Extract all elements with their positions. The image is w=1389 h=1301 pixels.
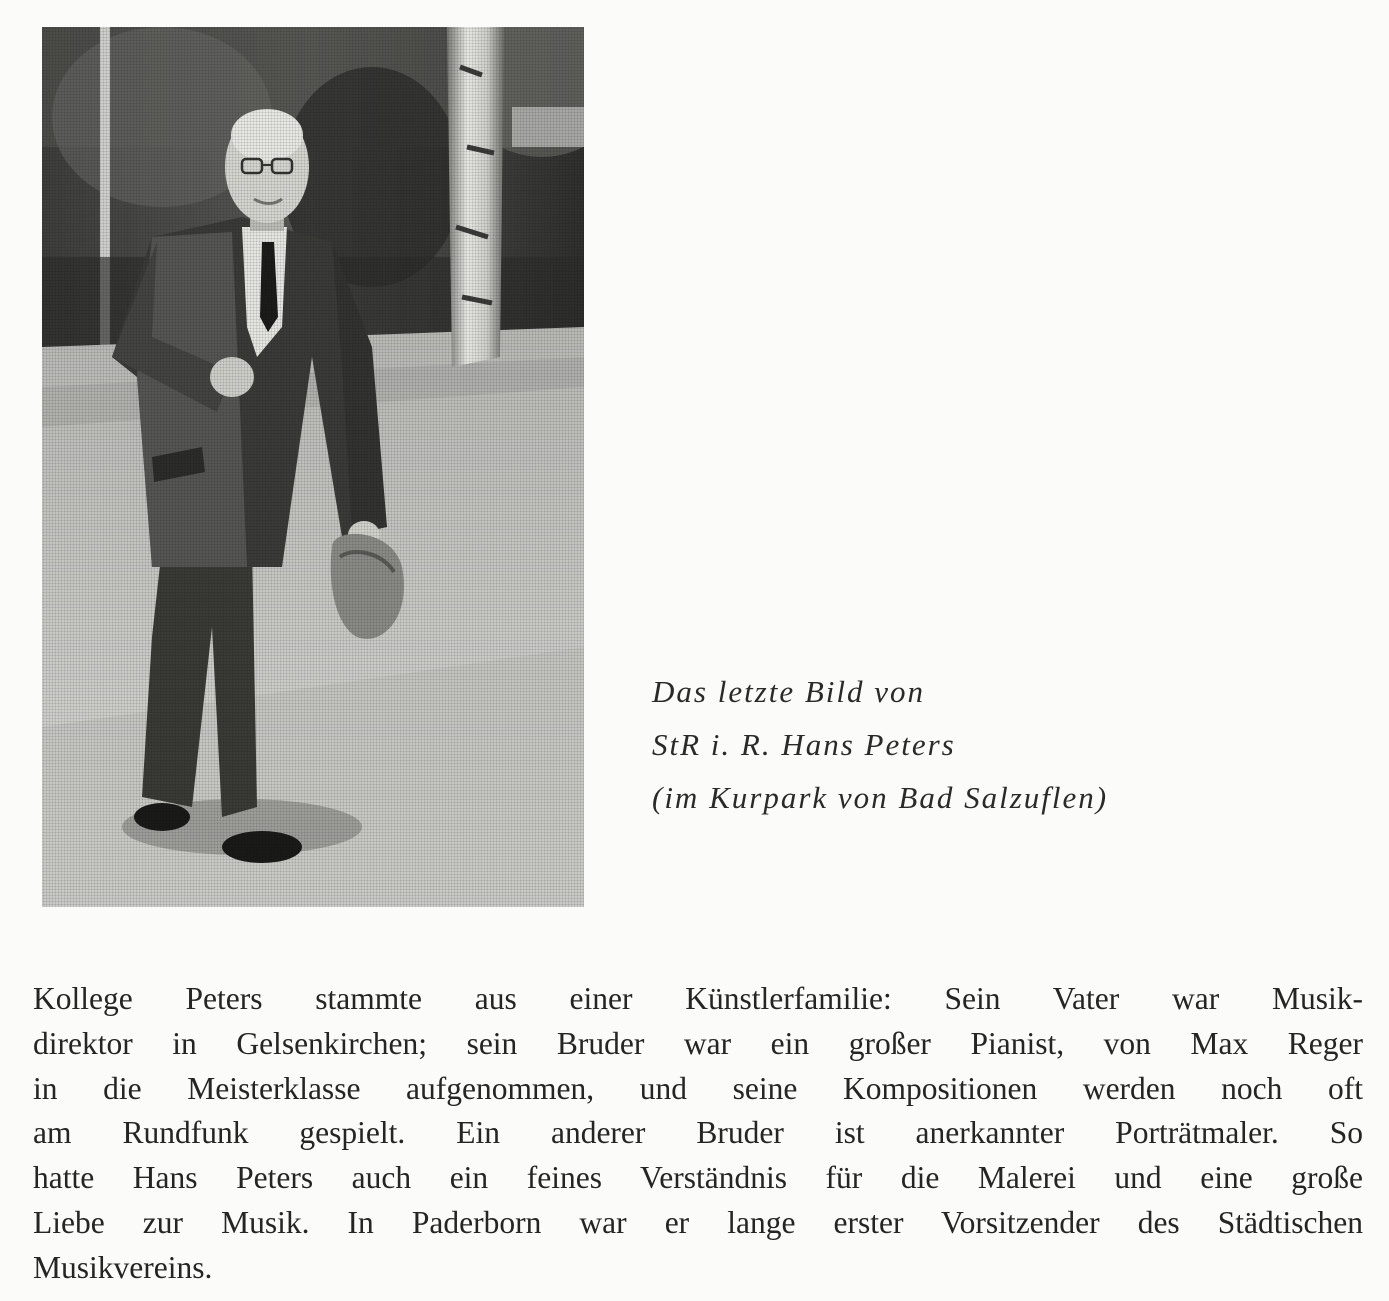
body-line-5: hatte Hans Peters auch ein feines Verständnis für die Malerei und eine große <box>33 1160 1363 1196</box>
body-line-4: am Rundfunk gespielt. Ein anderer Bruder ist anerkannter Porträtmaler. So <box>33 1115 1363 1151</box>
caption-line-1: Das letzte Bild von <box>652 674 926 709</box>
portrait-photograph <box>42 27 584 907</box>
body-line-6: Liebe zur Musik. In Paderborn war er lange erster Vorsitzender des Städtischen <box>33 1204 1363 1240</box>
caption-line-3: (im Kurpark von Bad Salzuflen) <box>652 780 1109 815</box>
body-line-7: Musikvereins. <box>33 1249 213 1285</box>
birch-trunk <box>447 27 504 367</box>
body-paragraph <box>33 977 1363 1291</box>
body-line-1: Kollege Peters stammte aus einer Künstlerfamilie: Sein Vater war Musik- <box>33 981 1363 1016</box>
body-line-2: direktor in Gelsenkirchen; sein Bruder war ein großer Pianist, von Max Reger <box>33 1025 1363 1061</box>
body-line-3: in die Meisterklasse aufgenommen, und seine Kompositionen werden noch oft <box>33 1070 1363 1106</box>
photo-illustration <box>42 27 584 907</box>
caption-line-2: StR i. R. Hans Peters <box>652 727 956 762</box>
photo-caption <box>652 665 1292 824</box>
